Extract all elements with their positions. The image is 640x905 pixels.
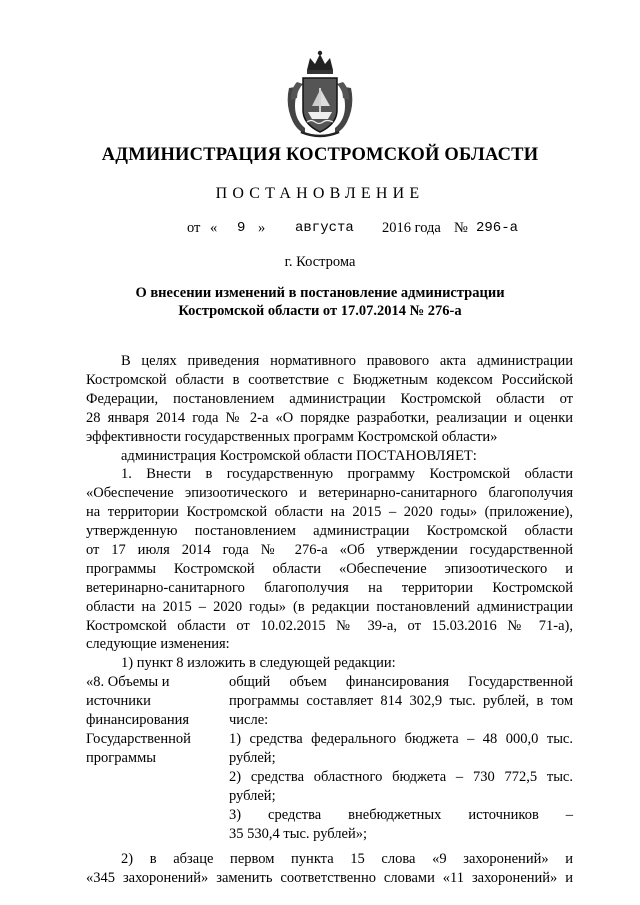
body-line: «345 захоронений» заменить соответственно словами «11 захоронений» и: [86, 870, 573, 886]
table-left-line: источники: [86, 693, 151, 709]
body-line: 1. Внести в государственную программу Костромской области: [121, 466, 573, 482]
body-line: «Обеспечение эпизоотического и ветеринарно-санитарного благополучия: [86, 485, 573, 501]
date-number-line: [0, 220, 640, 240]
table-left-line: «8. Объемы и: [86, 674, 170, 690]
body-line: программы Костромской области «Обеспечение эпизоотического и: [86, 561, 573, 577]
table-left-line: Государственной: [86, 731, 191, 747]
organization-name: АДМИНИСТРАЦИЯ КОСТРОМСКОЙ ОБЛАСТИ: [101, 145, 539, 165]
body-line: области на 2015 – 2020 годы» (в редакции постановлений администрации: [86, 599, 573, 615]
body-line: от 17 июля 2014 года № 276-а «Об утверждении государственной: [86, 542, 573, 558]
body-line: администрация Костромской области ПОСТАНОВЛЯЕТ:: [121, 448, 477, 464]
table-right-line: рублей;: [229, 788, 276, 804]
table-right-line: 35 530,4 тыс. рублей»;: [229, 826, 367, 842]
document-number: 296-а: [476, 220, 519, 236]
table-right-line: 1) средства федерального бюджета – 48 000,0 тыс.: [229, 731, 573, 747]
body-line: на территории Костромской области на 2015 – 2020 годы» (приложение),: [86, 504, 573, 520]
table-left-line: программы: [86, 750, 156, 766]
body-line: Федерации, постановлением администрации Костромской области от: [86, 391, 573, 407]
body-line: 1) пункт 8 изложить в следующей редакции:: [121, 655, 396, 671]
body-line: В целях приведения нормативного правового акта администрации: [121, 353, 573, 369]
body-line: Костромской области от 10.02.2015 № 39-а, от 15.03.2016 № 71-а),: [86, 618, 573, 634]
date-year: 2016 года: [382, 220, 441, 236]
table-right-line: 2) средства областного бюджета – 730 772,5 тыс.: [229, 769, 573, 785]
body-line: Костромской области в соответствие с Бюджетным кодексом Российской: [86, 372, 573, 388]
body-line: 28 января 2014 года № 2-а «О порядке разработки, реализации и оценки: [86, 410, 573, 426]
date-quote-close: »: [258, 220, 266, 236]
table-right-line: 3) средства внебюджетных источников –: [229, 807, 573, 823]
table-right-line: общий объем финансирования Государственной: [229, 674, 573, 690]
kostroma-coat-of-arms-icon: [283, 48, 357, 140]
table-right-line: рублей;: [229, 750, 276, 766]
title-line: О внесении изменений в постановление администрации: [135, 285, 505, 301]
date-day: 9: [237, 220, 246, 236]
table-left-line: финансирования: [86, 712, 190, 728]
date-month: августа: [295, 220, 354, 236]
table-right-line: программы составляет 814 302,9 тыс. рублей, в том: [229, 693, 573, 709]
body-line: эффективности государственных программ Костромской области»: [86, 429, 498, 445]
body-line: 2) в абзаце первом пункта 15 слова «9 захоронений» и: [121, 851, 573, 867]
body-line: ветеринарно-санитарного благополучия на территории Костромской: [86, 580, 573, 596]
document-type: ПОСТАНОВЛЕНИЕ: [215, 185, 425, 202]
city: г. Кострома: [284, 254, 356, 270]
body-line: следующие изменения:: [86, 636, 230, 652]
document-title: [0, 284, 640, 320]
number-sign: №: [454, 220, 468, 236]
date-prefix: от: [187, 220, 201, 236]
table-right-line: числе:: [229, 712, 269, 728]
title-line: Костромской области от 17.07.2014 № 276-а: [178, 303, 462, 319]
body-line: утвержденную постановлением администрации Костромской области: [86, 523, 573, 539]
date-quote-open: «: [210, 220, 218, 236]
